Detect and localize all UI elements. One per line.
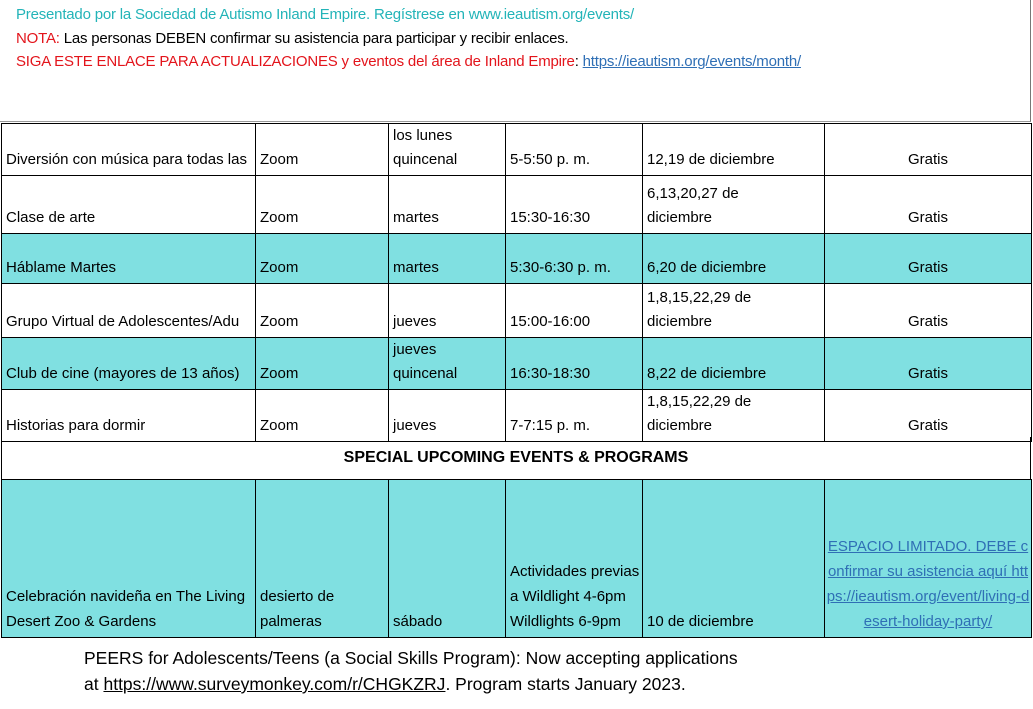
event-time-text: 15:00-16:00 (510, 313, 591, 330)
event-platform (256, 124, 389, 176)
peers-note (84, 645, 738, 697)
event-dates-line-1: 1,8,15,22,29 de (647, 289, 752, 306)
special-events-title: SPECIAL UPCOMING EVENTS & PROGRAMS (1, 437, 1031, 479)
event-name (2, 124, 256, 176)
event-dates-line-2: diciembre (647, 209, 713, 226)
event-price-text: Gratis (907, 151, 948, 168)
event-dates-line-2: diciembre (647, 417, 713, 434)
event-price (825, 234, 1032, 284)
event-name-text: Historias para dormir (6, 417, 146, 434)
event-day-line-2: quincenal (393, 151, 458, 168)
presented-by-line: Presentado por la Sociedad de Autismo Inland Empire. Regístrese en www.ieautism.org/events/ (16, 6, 634, 23)
event-dates (643, 124, 825, 176)
event-dates-line-1: 6,13,20,27 de (647, 185, 739, 202)
event-price-text: Gratis (907, 417, 948, 434)
peers-line-2 (84, 671, 738, 697)
special-event-name: Celebración navideña en The Living Desert Zoo & Gardens (2, 480, 256, 638)
special-event-location: desierto de palmeras (256, 480, 389, 638)
event-time (506, 234, 643, 284)
event-name-text: Diversión con música para todas las (6, 151, 247, 168)
special-event-time: Actividades previas a Wildlight 4-6pm Wildlights 6-9pm (506, 480, 643, 638)
event-day (389, 284, 506, 338)
event-dates (643, 390, 825, 442)
event-platform (256, 284, 389, 338)
event-time (506, 390, 643, 442)
event-platform (256, 338, 389, 390)
event-time-text: 16:30-18:30 (510, 365, 591, 382)
event-time-text: 5:30-6:30 p. m. (510, 259, 611, 276)
event-time-text: 15:30-16:30 (510, 209, 591, 226)
event-price (825, 390, 1032, 442)
event-name (2, 390, 256, 442)
note-label: NOTA: (16, 30, 60, 47)
special-event-row (2, 480, 1032, 638)
special-event-day: sábado (389, 480, 506, 638)
event-dates (643, 338, 825, 390)
event-row (2, 234, 1032, 284)
event-name (2, 338, 256, 390)
special-event-date: 10 de diciembre (643, 480, 825, 638)
events-month-link[interactable]: https://ieautism.org/events/month/ (582, 53, 801, 70)
note-line (16, 30, 569, 47)
event-price-text: Gratis (907, 313, 948, 330)
events-table (1, 123, 1032, 442)
event-platform-text: Zoom (260, 151, 299, 168)
follow-separator: : (574, 53, 583, 70)
event-platform (256, 390, 389, 442)
event-name (2, 176, 256, 234)
event-dates-line-1: 1,8,15,22,29 de (647, 393, 752, 410)
event-dates-line-2: 8,22 de diciembre (647, 365, 767, 382)
header-block (0, 0, 1031, 122)
event-price-text: Gratis (907, 259, 948, 276)
event-day (389, 390, 506, 442)
event-row (2, 124, 1032, 176)
event-row (2, 338, 1032, 390)
peers-prefix: at (84, 674, 104, 694)
event-time (506, 176, 643, 234)
event-day-line-2: jueves (393, 417, 437, 434)
event-day (389, 338, 506, 390)
event-time (506, 124, 643, 176)
event-day-line-1: jueves (393, 341, 437, 358)
follow-link-line (16, 53, 801, 70)
event-day (389, 176, 506, 234)
event-time-text: 5-5:50 p. m. (510, 151, 591, 168)
event-name-text: Club de cine (mayores de 13 años) (6, 365, 240, 382)
event-name (2, 234, 256, 284)
event-platform (256, 176, 389, 234)
event-dates-line-2: 6,20 de diciembre (647, 259, 767, 276)
event-time (506, 284, 643, 338)
event-time (506, 338, 643, 390)
note-text: Las personas DEBEN confirmar su asistencia para participar y recibir enlaces. (59, 30, 569, 47)
event-name (2, 284, 256, 338)
special-event-rsvp-link[interactable]: ESPACIO LIMITADO. DEBE confirmar su asistencia aquí https://ieautism.org/event/living-desert-holiday-party/ (825, 480, 1032, 638)
event-platform-text: Zoom (260, 417, 299, 434)
event-day-line-2: martes (393, 209, 439, 226)
event-name-text: Clase de arte (6, 209, 96, 226)
event-platform-text: Zoom (260, 259, 299, 276)
event-day (389, 234, 506, 284)
event-day-line-2: quincenal (393, 365, 458, 382)
event-dates-line-2: diciembre (647, 313, 713, 330)
event-row (2, 176, 1032, 234)
event-platform (256, 234, 389, 284)
event-day-line-1: los lunes (393, 127, 453, 144)
peers-line-1: PEERS for Adolescents/Teens (a Social Skills Program): Now accepting applications (84, 648, 738, 668)
event-row (2, 390, 1032, 442)
event-platform-text: Zoom (260, 313, 299, 330)
event-time-text: 7-7:15 p. m. (510, 417, 591, 434)
event-price (825, 124, 1032, 176)
event-day-line-2: jueves (393, 313, 437, 330)
event-price (825, 176, 1032, 234)
event-name-text: Grupo Virtual de Adolescentes/Adu (6, 313, 240, 330)
peers-suffix: . Program starts January 2023. (445, 674, 686, 694)
event-dates (643, 284, 825, 338)
event-platform-text: Zoom (260, 365, 299, 382)
event-dates-line-2: 12,19 de diciembre (647, 151, 775, 168)
peers-survey-link[interactable]: https://www.surveymonkey.com/r/CHGKZRJ (103, 674, 446, 694)
special-events-table (1, 479, 1032, 638)
event-platform-text: Zoom (260, 209, 299, 226)
event-row (2, 284, 1032, 338)
event-price-text: Gratis (907, 365, 948, 382)
event-day-line-2: martes (393, 259, 439, 276)
follow-label: SIGA ESTE ENLACE PARA ACTUALIZACIONES y eventos del área de Inland Empire (16, 53, 575, 70)
event-price (825, 338, 1032, 390)
event-price (825, 284, 1032, 338)
event-dates (643, 234, 825, 284)
event-dates (643, 176, 825, 234)
event-day (389, 124, 506, 176)
event-price-text: Gratis (907, 209, 948, 226)
event-name-text: Háblame Martes (6, 259, 117, 276)
